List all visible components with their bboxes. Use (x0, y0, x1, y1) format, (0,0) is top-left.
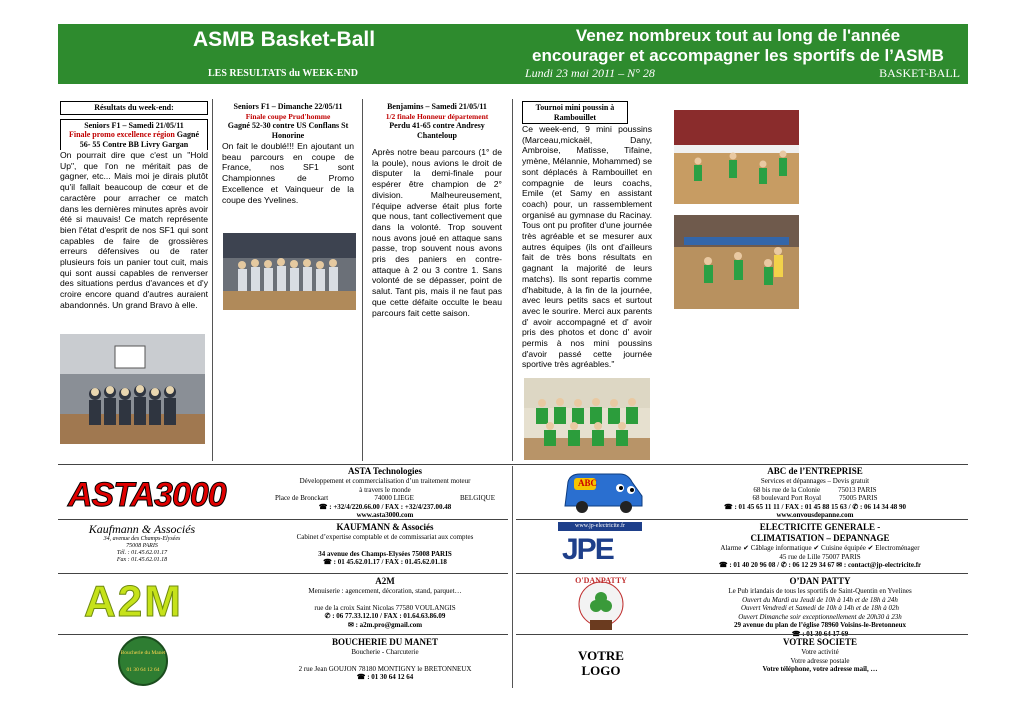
boucherie-ad (265, 637, 505, 682)
abc-address-1 (700, 486, 930, 495)
jpe-logo (556, 522, 644, 570)
odan-hours-3: Ouvert Dimanche soir exceptionnellement de 20h30 à 23h (738, 612, 902, 621)
odan-hours-2: Ouvert Vendredi et Samedi de 10h à 14h et de 18h à 02h (741, 604, 899, 613)
votre-logo (570, 648, 632, 678)
ads-center-divider (512, 466, 513, 688)
abc-street-1: 68 bis rue de la Colonie (753, 485, 821, 494)
asta-country: BELGIQUE (459, 494, 495, 503)
team-photo-1-image (60, 334, 205, 444)
ads-divider (58, 573, 508, 574)
a2m-ad (265, 576, 505, 629)
tournament-photo-1 (674, 110, 799, 204)
asta-phone: ☎ : +32/4/220.66.00 / FAX : +32/4/237.00.48 (318, 502, 452, 511)
kaufmann-logo-phone: Tél. : 01.45.62.01.17 (116, 550, 168, 556)
jpe-name-2: CLIMATISATION – DEPANNAGE (750, 533, 890, 543)
mini-poussins-photo (524, 378, 650, 460)
col1-article: On pourrait dire que c'est un "Hold Up", que l'on ne méritait pas de gagner, etc... Mais moi je dirais plutôt qu'il fallait beaucoup de cœur et de caractère pour arracher ce match dans les dernières minutes après avoir été si mauvais! Ce match représente bien l'état d'esprit de nos SF1 qui sont capables de faire de grossières erreurs défensives ou de rater plusieurs fois un panier tout cuit, mais qui sont aussi capables de renverser des situations perdus d'avances et d'y croire encore quand d'autres auraient abandonnés. Un grand Bravo à elle. (60, 150, 208, 310)
tournament-photo-2 (674, 215, 799, 309)
ads-divider (516, 519, 968, 520)
kaufmann-address: 34 avenue des Champs-Elysées 75008 PARIS (318, 549, 452, 558)
votre-name: VOTRE SOCIETE (782, 637, 858, 647)
abc-phone: ☎ : 01 45 65 11 11 / FAX : 01 45 88 15 63 / ✆ : 06 14 34 48 90 (723, 502, 907, 511)
a2m-logo: A2M (84, 577, 183, 626)
col1-result: Gagné (176, 130, 200, 139)
ads-top-divider (58, 464, 968, 465)
votre-contact: Votre téléphone, votre adresse mail, … (762, 665, 878, 674)
asta-address (265, 494, 505, 503)
asta-website[interactable]: www.asta3000.com (356, 511, 414, 520)
asta-name: ASTA Technologies (347, 466, 423, 476)
col1-subhead-line2 (63, 130, 205, 140)
column-1 (60, 101, 208, 311)
asta-line1: Développement et commercialisation d’un traitement moteur (299, 477, 471, 485)
col3-header-line1: Benjamins – Samedi 21/05/11 (387, 102, 487, 111)
a2m-email[interactable]: ✉ : a2m.pro@gmail.com (347, 620, 423, 629)
col1-finale: Finale promo excellence région (68, 130, 175, 139)
jpe-logo-text: JPE (562, 533, 613, 566)
tournament-photo-1-image (674, 110, 799, 204)
ads-divider (58, 634, 508, 635)
issue-date: Lundi 23 mai 2011 – N° 28 (525, 66, 655, 80)
boucherie-phone: ☎ : 01 30 64 12 64 (356, 673, 414, 682)
kaufmann-logo-fax: Fax : 01.45.62.01.18 (116, 557, 168, 563)
header-banner (58, 24, 968, 84)
asta-logo-text: ASTA3000 (68, 476, 226, 514)
abc-line1: Services et dépannages – Devis gratuit (760, 477, 870, 485)
boucherie-name: BOUCHERIE DU MANET (331, 637, 438, 647)
asta-logo (68, 476, 226, 514)
col1-subhead (60, 119, 208, 151)
a2m-name: A2M (375, 576, 395, 586)
jpe-logo-url: www.jp-electricite.fr (558, 522, 642, 531)
column-3 (372, 101, 502, 318)
ads-divider (516, 634, 968, 635)
mini-poussins-image (524, 378, 650, 460)
abc-city-2: 75005 PARIS (839, 494, 878, 503)
slogan-line-1: Venez nombreux tout au long de l'année (575, 26, 901, 45)
col3-article: Après notre beau parcours (1° de la poule), nous avions le droit de disputer la demi-finale pour espérer être champion de 2° division. Malheureusement, l'équipe adverse était plus forte que nous, tant collectivement que dans la volonté. Trop souvent nous avons joué en attaque sans passe, trop souvent nous avons pris des paniers en contre-attaque à 2 ou 3 contre 1. Sans volonté de se dépasser, point de salut. Tant pis, mais il ne faut pas que cette défaite occulte le beau parcours fait cette saison. (372, 147, 502, 318)
odan-logo (570, 576, 632, 632)
odan-address: 29 avenue du plan de l’église 78960 Voisins-le-Bretonneux (734, 621, 906, 630)
abc-address-2 (700, 494, 930, 503)
slogan-line-2: encourager et accompagner les sportifs de l’ASMB (532, 46, 944, 65)
votre-activity: Votre activité (801, 648, 839, 656)
odan-hours-1: Ouvert du Mardi au Jeudi de 10h à 14h et de 18h à 24h (742, 595, 898, 604)
boucherie-line1: Boucherie - Charcuterie (351, 648, 419, 656)
abc-ad (700, 466, 930, 520)
kaufmann-ad (265, 522, 505, 567)
col4-article: Ce week-end, 9 mini poussins (Marceau,mickaël, Dany, Ambroise, Matisse, Tifaine, ymène, Mélannie, Mohammed) se sont déplacés à Rambouillet en compagnie de leurs coachs, Emile (et Samy en assistant coach) pour, un rassemblement organisé au gymnase du Racinay. Tous ont pu profiter d'une journée très agréable et se mesurer aux autres équipes (ils ont d'ailleurs fait de très bons résultats en gagnant la majorité de leurs matchs). Ils sont repartis comme d'habitude, à la fin de la journée, avec leurs petits sacs et surtout avec le sourire. Merci aux parents d' avoir accompagné et d' avoir pris des photos et donc d' avoir permis à nos mini poussins d'avoir passé cette journée sportive très agréables." (522, 124, 652, 370)
a2m-address: rue de la croix Saint Nicolas 77580 VOULANGIS (314, 603, 456, 612)
kaufmann-logo (82, 522, 202, 564)
ads-divider (58, 519, 508, 520)
abc-truck-icon (560, 468, 646, 516)
col2-score: Gagné 52-30 contre US Conflans St Honorine (227, 121, 349, 140)
column-divider (362, 99, 363, 461)
votre-logo-line1: VOTRE (578, 648, 624, 663)
kaufmann-name: KAUFMANN & Associés (336, 522, 434, 532)
team-photo-2-image (223, 233, 356, 310)
column-divider (512, 99, 513, 461)
kaufmann-line1: Cabinet d’expertise comptable et de commissariat aux comptes (296, 533, 474, 541)
col2-finale: Finale coupe Prud'homme (245, 111, 331, 121)
boucherie-logo (118, 636, 168, 686)
col1-header: Résultats du week-end: (60, 101, 208, 115)
jpe-services: Alarme ✔ Câblage informatique ✔ Cuisine équipée ✔ Electroménager (720, 544, 920, 552)
column-2 (222, 101, 354, 205)
odan-logo-text: O'DANPATTY (575, 576, 627, 585)
a2m-phone: ✆ : 06 77.33.12.10 / FAX : 01.64.63.86.09 (324, 612, 446, 621)
odan-line1: Le Pub irlandais de tous les sportifs de Saint-Quentin en Yvelines (728, 587, 912, 595)
kaufmann-logo-city: 75008 PARIS (126, 543, 158, 549)
abc-website[interactable]: www.onvousdepanne.com (776, 511, 854, 520)
jpe-phone: ☎ : 01 40 20 96 08 / ✆ : 06 12 29 34 67 ✉ : contact@jp-electricite.fr (718, 561, 922, 570)
jpe-address: 45 rue de Lille 75007 PARIS (779, 552, 861, 561)
team-photo-1 (60, 334, 205, 444)
column-divider (212, 99, 213, 461)
votre-address: Votre adresse postale (790, 656, 850, 665)
team-photo-2 (223, 233, 356, 310)
jpe-ad (700, 522, 940, 570)
abc-logo (560, 468, 646, 516)
boucherie-logo-name: Boucherie du Manet (120, 650, 166, 656)
col1-subhead-line1: Seniors F1 – Samedi 21/05/11 (84, 120, 184, 130)
col3-score: Perdu 41-65 contre Andresy Chanteloup (389, 121, 485, 140)
jpe-name-1: ELECTRICITE GENERALE - (759, 522, 881, 532)
abc-city-1: 75013 PARIS (838, 485, 877, 494)
a2m-line1: Menuiserie : agencement, décoration, stand, parquet… (308, 587, 462, 595)
boucherie-logo-phone: 01 30 64 12 64 (126, 667, 160, 673)
tournament-photo-2-image (674, 215, 799, 309)
column-4 (522, 101, 652, 370)
col2-article: On fait le doublé!!! En ajoutant un beau parcours en coupe de France, nos SF1 sont Championnes de Promo Excellence et Vainqueur de la coupe des Yvelines. (222, 141, 354, 205)
odan-ad (700, 576, 940, 639)
col2-header-line1: Seniors F1 – Dimanche 22/05/11 (233, 102, 343, 111)
ads-divider (516, 573, 968, 574)
votre-ad (700, 637, 940, 674)
boucherie-address: 2 rue Jean GOUJON 78180 MONTIGNY le BRETONNEUX (298, 664, 472, 673)
section-label: BASKET-BALL (879, 66, 960, 80)
abc-name: ABC de l’ENTREPRISE (767, 466, 863, 476)
results-label: LES RESULTATS du WEEK-END (208, 68, 358, 79)
page-title: ASMB Basket-Ball (193, 28, 376, 51)
col3-finale: 1/2 finale Honneur département (385, 111, 489, 121)
kaufmann-phone: ☎ : 01 45.62.01.17 / FAX : 01.45.62.01.18 (323, 558, 447, 567)
col4-header: Tournoi mini poussin à Rambouillet (522, 101, 628, 124)
asta-street: Place de Bronckart (275, 494, 329, 503)
kaufmann-logo-address: 34, avenue des Champs-Elysées (103, 536, 181, 542)
slogan (518, 26, 958, 66)
abc-logo-text: ABC (578, 478, 598, 488)
col1-score: 56- 55 Contre BB Livry Gargan (79, 139, 189, 149)
abc-street-2: 68 boulevard Port Royal (752, 494, 822, 503)
votre-logo-line2: LOGO (581, 663, 621, 678)
odan-name: O’DAN PATTY (789, 576, 851, 586)
asta-line2: à travers le monde (359, 485, 411, 494)
col2-header (222, 101, 354, 141)
col3-header (372, 101, 502, 141)
kaufmann-logo-name: Kaufmann & Associés (88, 522, 196, 536)
asta-city: 74000 LIEGE (374, 494, 414, 503)
asta-ad (265, 466, 505, 520)
